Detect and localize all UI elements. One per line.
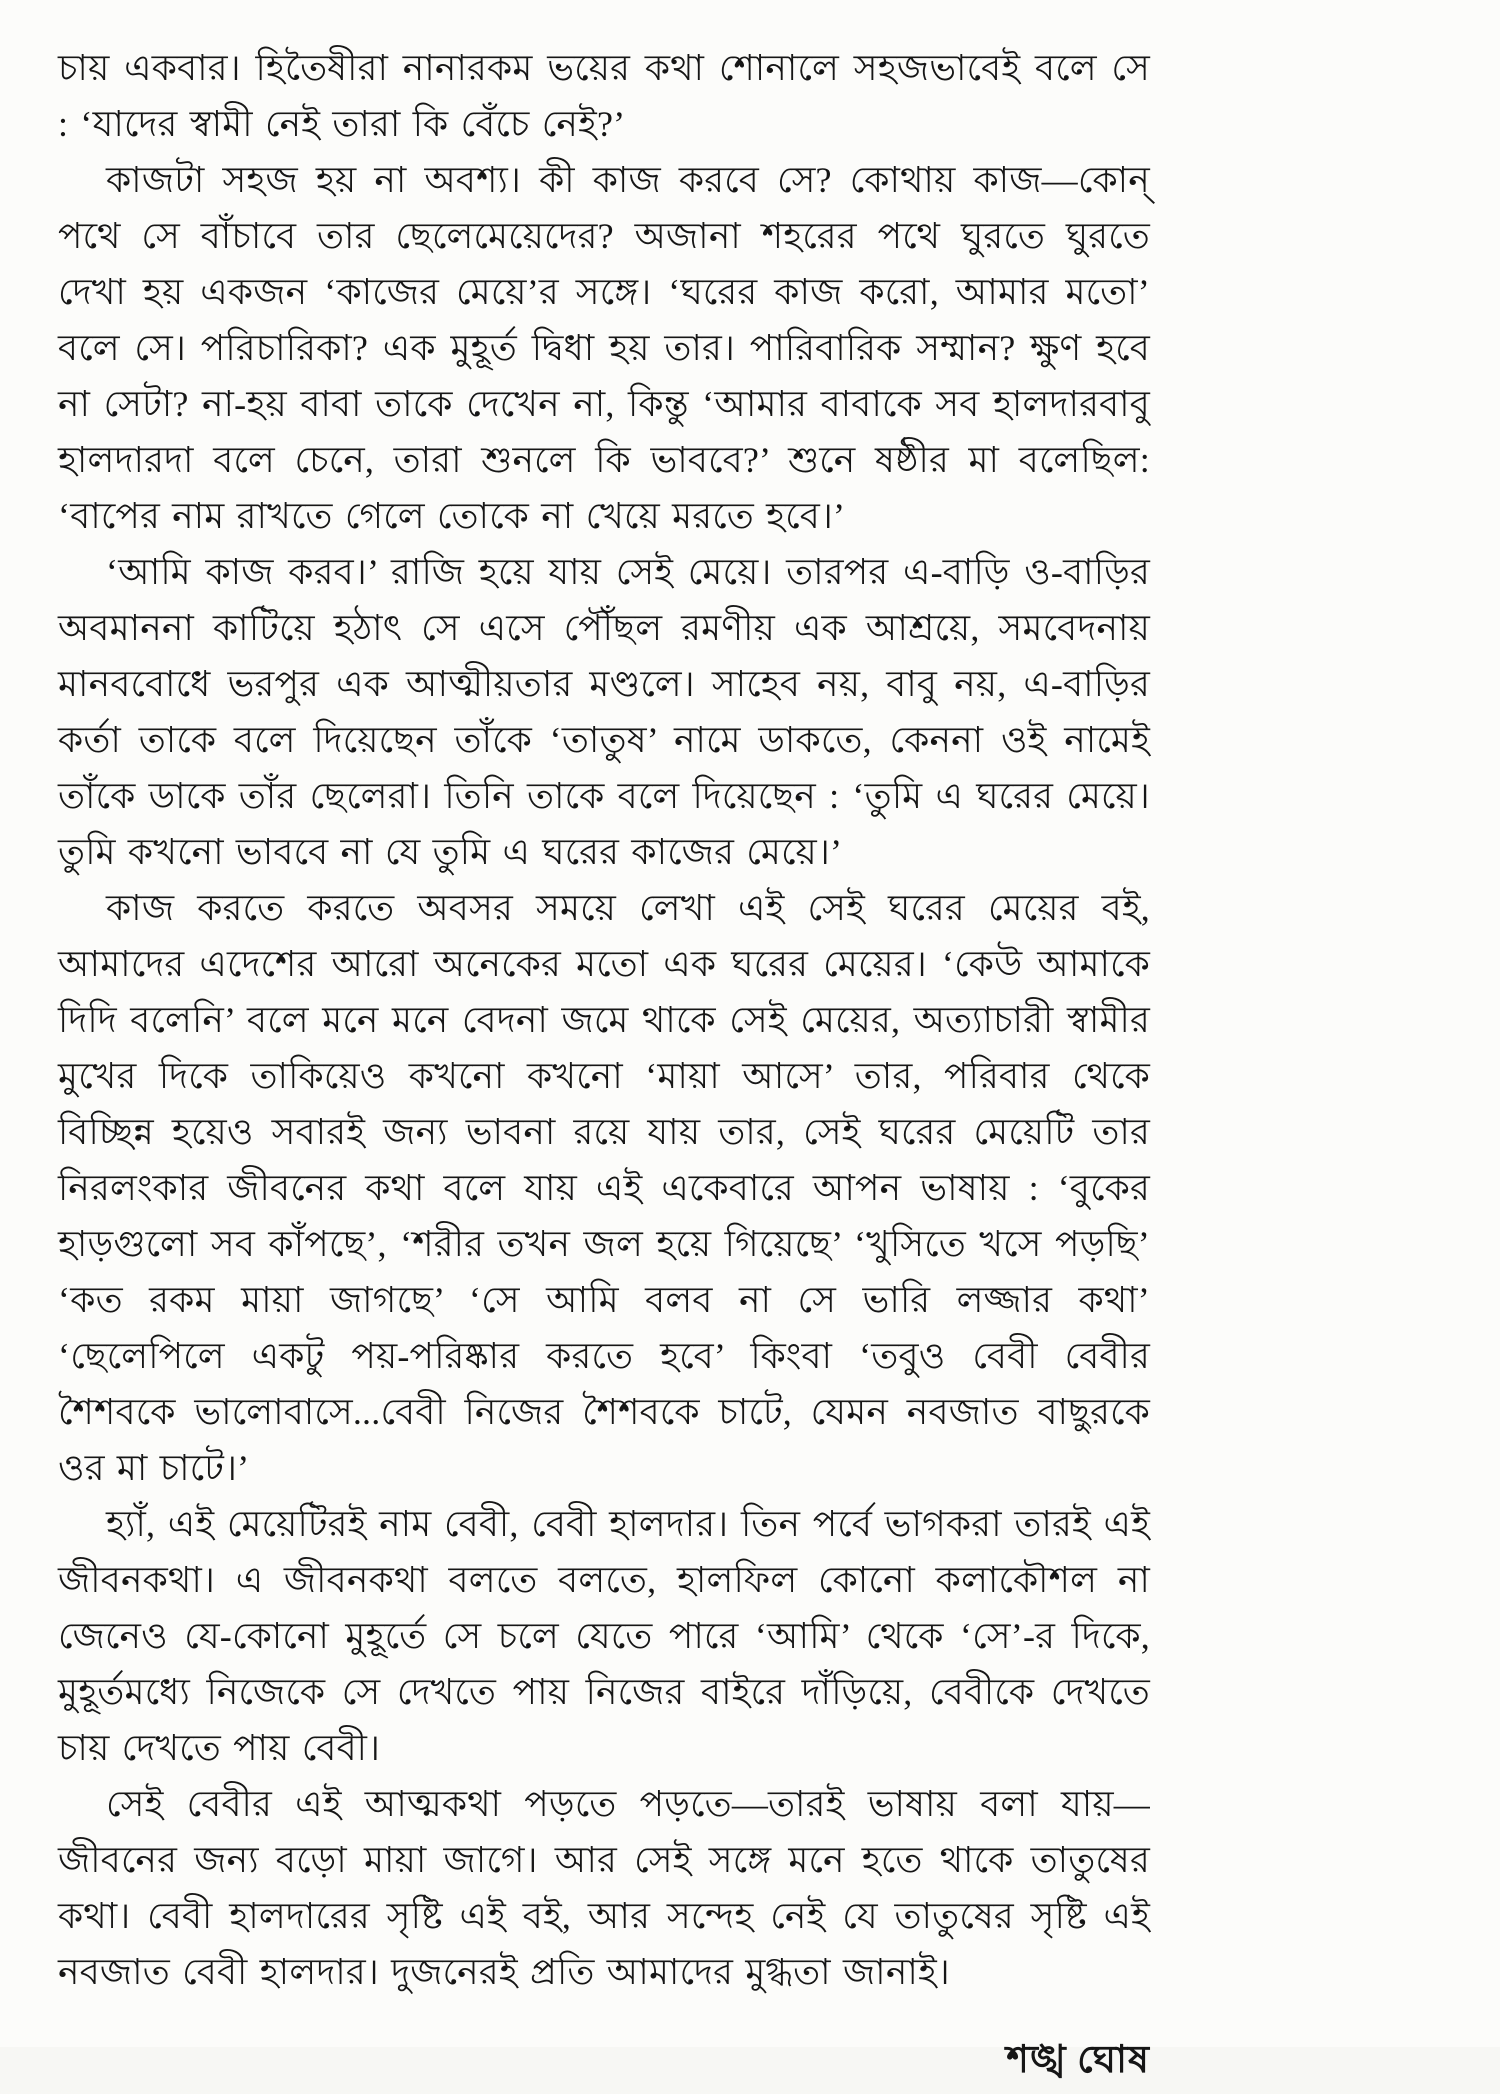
author-signature: শঙ্খ ঘোষ [1006,2039,1150,2081]
paragraph: হ্যাঁ, এই মেয়েটিরই নাম বেবী, বেবী হালদার। তিন পর্বে ভাগকরা তারই এই জীবনকথা। এ জীবনকথা বলতে বলতে, হালফিল কোনো কলাকৌশল না জেনেও যে-কোনো মুহূর্তে সে চলে যেতে পারে ‘আমি’ থেকে ‘সে’-র দিকে, মুহূর্তমধ্যে নিজেকে সে দেখতে পায় নিজের বাইরে দাঁড়িয়ে, বেবীকে দেখতে চায় দেখতে পায় বেবী। [58,1504,1150,1768]
paragraph: কাজটা সহজ হয় না অবশ্য। কী কাজ করবে সে? কোথায় কাজ—কোন্‌ পথে সে বাঁচাবে তার ছেলেমেয়েদের? অজানা শহরের পথে ঘুরতে ঘুরতে দেখা হয় একজন ‘কাজের মেয়ে’র সঙ্গে। ‘ঘরের কাজ করো, আমার মতো’ বলে সে। পরিচারিকা? এক মুহূর্ত দ্বিধা হয় তার। পারিবারিক সম্মান? ক্ষুণ হবে না সেটা? না-হয় বাবা তাকে দেখেন না, কিন্তু ‘আমার বাবাকে সব হালদারবাবু হালদারদা বলে চেনে, তারা শুনলে কি ভাববে?’ শুনে ষষ্ঠীর মা বলেছিল: ‘বাপের নাম রাখতে গেলে তোকে না খেয়ে মরতে হবে।’ [58,160,1150,536]
paragraph: কাজ করতে করতে অবসর সময়ে লেখা এই সেই ঘরের মেয়ের বই, আমাদের এদেশের আরো অনেকের মতো এক ঘরের মেয়ের। ‘কেউ আমাকে দিদি বলেনি’ বলে মনে মনে বেদনা জমে থাকে সেই মেয়ের, অত্যাচারী স্বামীর মুখের দিকে তাকিয়েও কখনো কখনো ‘মায়া আসে’ তার, পরিবার থেকে বিচ্ছিন্ন হয়েও সবারই জন্য ভাবনা রয়ে যায় তার, সেই ঘরের মেয়েটি তার নিরলংকার জীবনের কথা বলে যায় এই একেবারে আপন ভাষায় : ‘বুকের হাড়গুলো সব কাঁপছে’, ‘শরীর তখন জল হয়ে গিয়েছে’ ‘খুসিতে খসে পড়ছি’ ‘কত রকম মায়া জাগছে’ ‘সে আমি বলব না সে ভারি লজ্জার কথা’ ‘ছেলেপিলে একটু পয়-পরিষ্কার করতে হবে’ কিংবা ‘তবুও বেবী বেবীর শৈশবকে ভালোবাসে...বেবী নিজের শৈশবকে চাটে, যেমন নবজাত বাছুরকে ওর মা চাটে।’ [58,888,1150,1488]
paragraph: ‘আমি কাজ করব।’ রাজি হয়ে যায় সেই মেয়ে। তারপর এ-বাড়ি ও-বাড়ির অবমাননা কাটিয়ে হঠাৎ সে এসে পৌঁছল রমণীয় এক আশ্রয়ে, সমবেদনায় মানববোধে ভরপুর এক আত্মীয়তার মণ্ডলে। সাহেব নয়, বাবু নয়, এ-বাড়ির কর্তা তাকে বলে দিয়েছেন তাঁকে ‘তাতুষ’ নামে ডাকতে, কেননা ওই নামেই তাঁকে ডাকে তাঁর ছেলেরা। তিনি তাকে বলে দিয়েছেন : ‘তুমি এ ঘরের মেয়ে। তুমি কখনো ভাববে না যে তুমি এ ঘরের কাজের মেয়ে।’ [58,552,1150,872]
paragraph: সেই বেবীর এই আত্মকথা পড়তে পড়তে—তারই ভাষায় বলা যায়—জীবনের জন্য বড়ো মায়া জাগে। আর সেই সঙ্গে মনে হতে থাকে তাতুষের কথা। বেবী হালদারের সৃষ্টি এই বই, আর সন্দেহ নেই যে তাতুষের সৃষ্টি এই নবজাত বেবী হালদার। দুজনেরই প্রতি আমাদের মুগ্ধতা জানাই। [58,1784,1150,1992]
paragraph-continuation: চায় একবার। হিতৈষীরা নানারকম ভয়ের কথা শোনালে সহজভাবেই বলে সে : ‘যাদের স্বামী নেই তারা কি বেঁচে নেই?’ [58,48,1150,144]
